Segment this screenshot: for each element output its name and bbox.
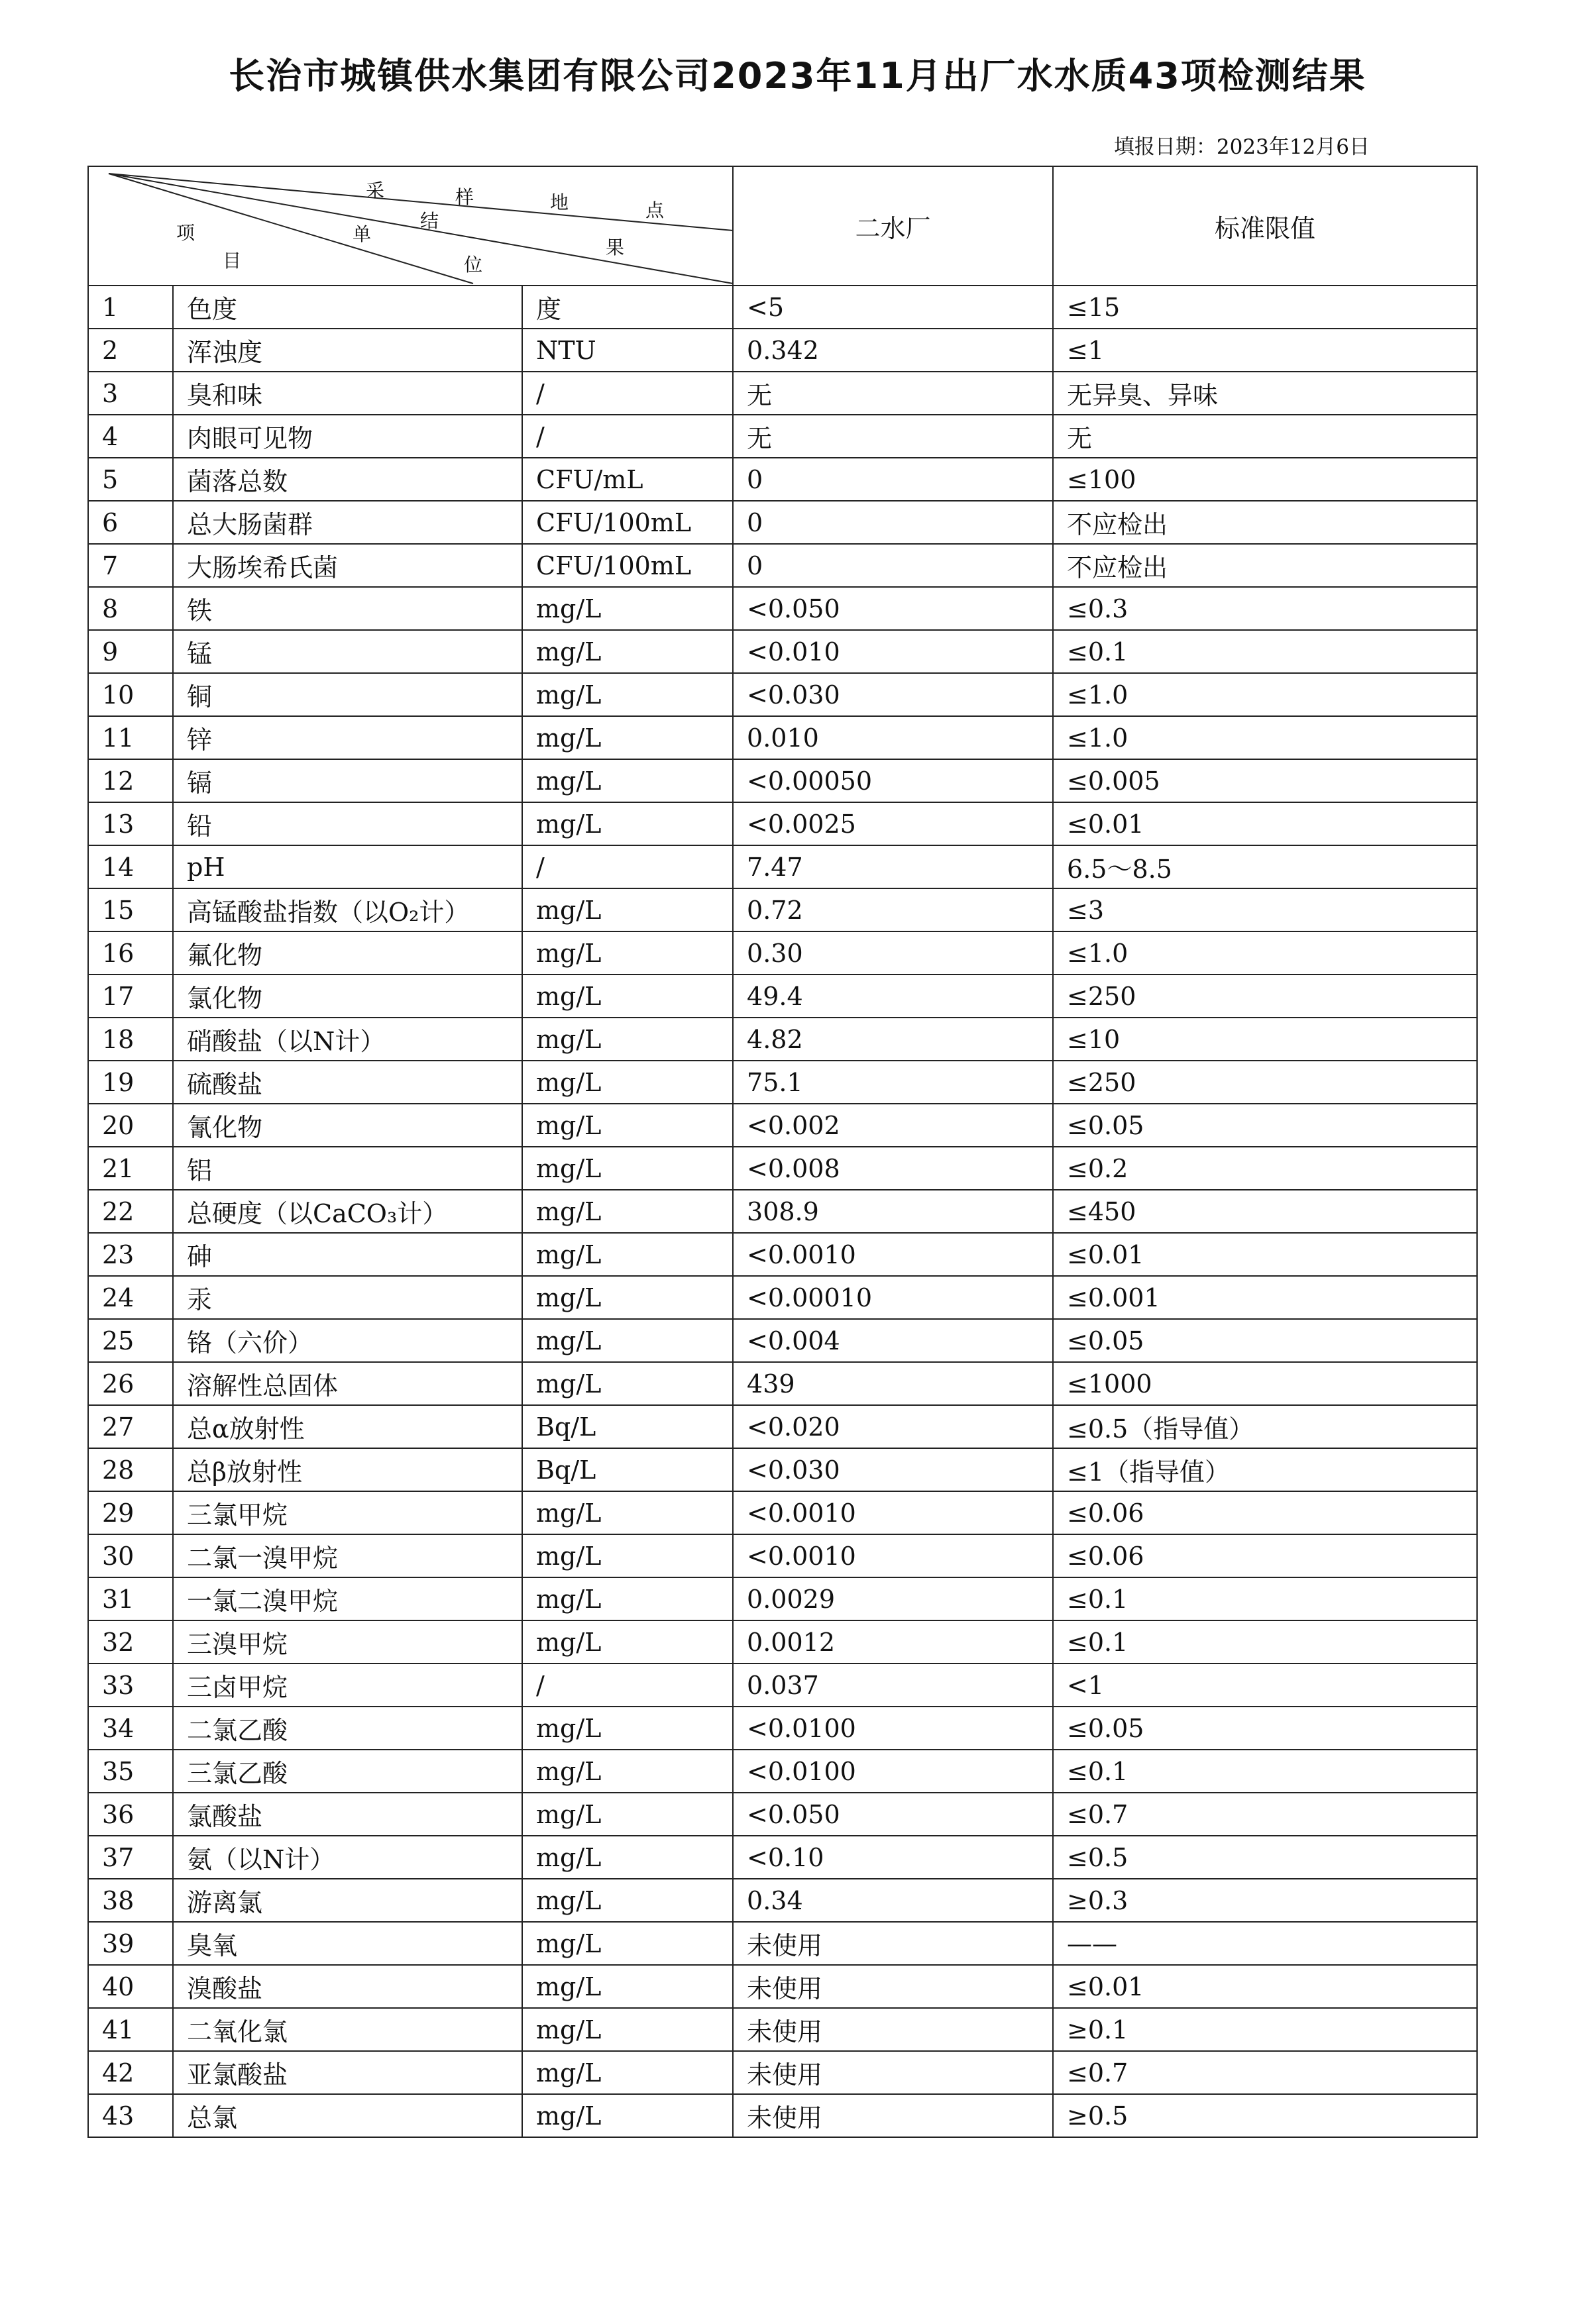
row-measured-value: 未使用 [733,2051,1053,2094]
row-number: 31 [88,1577,173,1620]
table-row [88,1965,1477,2008]
row-measured-value: 4.82 [733,1018,1053,1061]
row-standard-limit: ≤0.1 [1053,1750,1477,1793]
row-item-name: 三卤甲烷 [173,1664,522,1707]
row-unit: mg/L [522,802,733,845]
table-row [88,458,1477,501]
row-measured-value: 0 [733,501,1053,544]
table-row [88,1018,1477,1061]
row-unit: mg/L [522,1879,733,1922]
row-number: 25 [88,1319,173,1362]
table-row [88,1577,1477,1620]
row-unit: mg/L [522,1707,733,1750]
diag-word: 位 [464,254,483,276]
row-standard-limit: ≤100 [1053,458,1477,501]
row-standard-limit: ≤0.7 [1053,2051,1477,2094]
row-measured-value: 0.010 [733,716,1053,759]
row-standard-limit: ≤0.05 [1053,1707,1477,1750]
row-measured-value: 无 [733,415,1053,458]
row-item-name: 总大肠菌群 [173,501,522,544]
row-item-name: 铬（六价） [173,1319,522,1362]
row-item-name: 氯化物 [173,975,522,1018]
table-row [88,931,1477,975]
row-unit: / [522,415,733,458]
table-row [88,1233,1477,1276]
row-standard-limit: 不应检出 [1053,544,1477,587]
row-number: 15 [88,888,173,931]
row-unit: mg/L [522,1104,733,1147]
row-item-name: 锰 [173,630,522,673]
diag-word: 采 [366,180,385,201]
diag-word: 果 [606,237,625,258]
row-item-name: 溶解性总固体 [173,1362,522,1405]
row-measured-value: 0.72 [733,888,1053,931]
table-row [88,501,1477,544]
diag-word: 样 [455,186,474,208]
row-item-name: 大肠埃希氏菌 [173,544,522,587]
row-measured-value: <0.0025 [733,802,1053,845]
row-item-name: 一氯二溴甲烷 [173,1577,522,1620]
row-unit: mg/L [522,2094,733,2137]
row-standard-limit: ≤0.1 [1053,1577,1477,1620]
row-standard-limit: ≤10 [1053,1018,1477,1061]
row-measured-value: 75.1 [733,1061,1053,1104]
row-measured-value: 未使用 [733,1922,1053,1965]
row-measured-value: 7.47 [733,845,1053,888]
table-row [88,1491,1477,1534]
row-standard-limit: ≤0.01 [1053,802,1477,845]
diag-word: 目 [223,250,242,272]
row-number: 20 [88,1104,173,1147]
row-measured-value: 49.4 [733,975,1053,1018]
table-row [88,1448,1477,1491]
table-row [88,1319,1477,1362]
row-item-name: 硝酸盐（以N计） [173,1018,522,1061]
row-standard-limit: 6.5～8.5 [1053,845,1477,888]
row-number: 30 [88,1534,173,1577]
row-number: 13 [88,802,173,845]
row-measured-value: 无 [733,372,1053,415]
row-item-name: 色度 [173,286,522,329]
row-standard-limit: ≤1000 [1053,1362,1477,1405]
row-unit: mg/L [522,1620,733,1664]
row-unit: mg/L [522,673,733,716]
row-standard-limit: ≥0.1 [1053,2008,1477,2051]
row-item-name: 肉眼可见物 [173,415,522,458]
table-row [88,1922,1477,1965]
row-standard-limit: ≤0.5（指导值） [1053,1405,1477,1448]
table-row [88,673,1477,716]
row-unit: mg/L [522,1793,733,1836]
row-item-name: 二氧化氯 [173,2008,522,2051]
results-table [87,166,1478,2138]
row-standard-limit: ≤0.1 [1053,630,1477,673]
row-item-name: 臭和味 [173,372,522,415]
row-unit: mg/L [522,1190,733,1233]
row-standard-limit: ≤1（指导值） [1053,1448,1477,1491]
row-standard-limit: ≤0.06 [1053,1491,1477,1534]
row-number: 24 [88,1276,173,1319]
row-measured-value: <0.0100 [733,1707,1053,1750]
row-number: 22 [88,1190,173,1233]
row-number: 23 [88,1233,173,1276]
row-measured-value: 308.9 [733,1190,1053,1233]
table-row [88,2051,1477,2094]
row-measured-value: <0.030 [733,673,1053,716]
row-item-name: 砷 [173,1233,522,1276]
row-unit: mg/L [522,1147,733,1190]
row-number: 27 [88,1405,173,1448]
row-standard-limit: ≥0.5 [1053,2094,1477,2137]
row-number: 16 [88,931,173,975]
table-row [88,1793,1477,1836]
table-row [88,1276,1477,1319]
diag-word: 地 [550,191,569,213]
row-standard-limit: ≤0.3 [1053,587,1477,630]
row-item-name: 高锰酸盐指数（以O₂计） [173,888,522,931]
table-row [88,1061,1477,1104]
table-row [88,630,1477,673]
table-row [88,372,1477,415]
row-number: 41 [88,2008,173,2051]
row-item-name: 氰化物 [173,1104,522,1147]
row-unit: mg/L [522,931,733,975]
table-row [88,845,1477,888]
row-measured-value: <0.004 [733,1319,1053,1362]
row-number: 35 [88,1750,173,1793]
row-number: 14 [88,845,173,888]
row-number: 17 [88,975,173,1018]
row-unit: mg/L [522,1965,733,2008]
table-row [88,1836,1477,1879]
row-unit: mg/L [522,1319,733,1362]
row-unit: mg/L [522,587,733,630]
row-item-name: 锌 [173,716,522,759]
row-measured-value: <0.0010 [733,1233,1053,1276]
row-item-name: 二氯一溴甲烷 [173,1534,522,1577]
row-item-name: 总α放射性 [173,1405,522,1448]
row-unit: mg/L [522,716,733,759]
table-row [88,1190,1477,1233]
row-number: 11 [88,716,173,759]
row-item-name: 二氯乙酸 [173,1707,522,1750]
row-measured-value: 0.30 [733,931,1053,975]
row-unit: mg/L [522,1922,733,1965]
row-standard-limit: ≤450 [1053,1190,1477,1233]
row-standard-limit: ≤0.7 [1053,1793,1477,1836]
row-measured-value: 未使用 [733,1965,1053,2008]
row-unit: mg/L [522,2008,733,2051]
row-number: 32 [88,1620,173,1664]
row-standard-limit: ≤0.01 [1053,1233,1477,1276]
table-row [88,1534,1477,1577]
row-item-name: 总β放射性 [173,1448,522,1491]
row-measured-value: <0.0010 [733,1491,1053,1534]
row-number: 37 [88,1836,173,1879]
row-measured-value: <0.002 [733,1104,1053,1147]
row-measured-value: 0 [733,544,1053,587]
table-row [88,2094,1477,2137]
row-standard-limit: 无 [1053,415,1477,458]
row-number: 19 [88,1061,173,1104]
row-item-name: 铅 [173,802,522,845]
row-item-name: 游离氯 [173,1879,522,1922]
row-measured-value: <0.00050 [733,759,1053,802]
row-number: 9 [88,630,173,673]
row-unit: mg/L [522,1836,733,1879]
row-unit: mg/L [522,1276,733,1319]
row-number: 26 [88,1362,173,1405]
row-measured-value: <5 [733,286,1053,329]
table-row [88,975,1477,1018]
row-item-name: 三氯乙酸 [173,1750,522,1793]
row-number: 2 [88,329,173,372]
row-standard-limit: ≥0.3 [1053,1879,1477,1922]
table-row [88,1664,1477,1707]
table-row [88,544,1477,587]
page-title: 长治市城镇供水集团有限公司2023年11月出厂水水质43项检测结果 [229,55,1366,97]
row-number: 3 [88,372,173,415]
table-row [88,1104,1477,1147]
row-standard-limit: ≤0.05 [1053,1319,1477,1362]
row-measured-value: 0.037 [733,1664,1053,1707]
row-unit: mg/L [522,1491,733,1534]
row-unit: mg/L [522,975,733,1018]
row-unit: mg/L [522,1534,733,1577]
row-unit: mg/L [522,1362,733,1405]
row-number: 8 [88,587,173,630]
row-unit: mg/L [522,630,733,673]
diag-word: 单 [353,223,372,245]
row-item-name: 亚氯酸盐 [173,2051,522,2094]
diagonal-header-cell [88,166,733,286]
table-row [88,286,1477,329]
row-measured-value: <0.050 [733,587,1053,630]
row-item-name: 总硬度（以CaCO₃计） [173,1190,522,1233]
row-measured-value: 439 [733,1362,1053,1405]
row-standard-limit: ≤0.1 [1053,1620,1477,1664]
row-unit: mg/L [522,888,733,931]
row-unit: mg/L [522,759,733,802]
row-unit: mg/L [522,1750,733,1793]
row-item-name: 氨（以N计） [173,1836,522,1879]
row-unit: CFU/mL [522,458,733,501]
row-standard-limit: ≤0.005 [1053,759,1477,802]
table-row [88,1362,1477,1405]
row-number: 42 [88,2051,173,2094]
row-item-name: 汞 [173,1276,522,1319]
row-unit: CFU/100mL [522,544,733,587]
row-unit: Bq/L [522,1405,733,1448]
row-standard-limit: ≤1 [1053,329,1477,372]
row-item-name: 铁 [173,587,522,630]
table-row [88,415,1477,458]
diag-word: 结 [420,210,439,232]
row-item-name: pH [173,845,522,888]
table-row [88,2008,1477,2051]
table-header-row [88,166,1477,286]
row-unit: mg/L [522,2051,733,2094]
row-standard-limit: ≤0.06 [1053,1534,1477,1577]
table-row [88,802,1477,845]
row-unit: / [522,372,733,415]
row-item-name: 镉 [173,759,522,802]
row-item-name: 菌落总数 [173,458,522,501]
row-number: 1 [88,286,173,329]
row-number: 18 [88,1018,173,1061]
row-number: 34 [88,1707,173,1750]
row-measured-value: <0.010 [733,630,1053,673]
row-measured-value: <0.10 [733,1836,1053,1879]
diag-word: 项 [176,222,195,244]
row-measured-value: 0 [733,458,1053,501]
row-number: 28 [88,1448,173,1491]
row-standard-limit: 不应检出 [1053,501,1477,544]
row-standard-limit: ≤0.001 [1053,1276,1477,1319]
row-measured-value: <0.00010 [733,1276,1053,1319]
row-standard-limit: ≤1.0 [1053,716,1477,759]
row-measured-value: <0.020 [733,1405,1053,1448]
row-number: 5 [88,458,173,501]
row-standard-limit: ≤0.5 [1053,1836,1477,1879]
row-number: 21 [88,1147,173,1190]
row-number: 36 [88,1793,173,1836]
row-measured-value: 0.0012 [733,1620,1053,1664]
row-item-name: 铝 [173,1147,522,1190]
column-header-plant: 二水厂 [733,166,1053,286]
row-unit: mg/L [522,1061,733,1104]
row-item-name: 三氯甲烷 [173,1491,522,1534]
row-unit: mg/L [522,1018,733,1061]
row-number: 38 [88,1879,173,1922]
table-row [88,1620,1477,1664]
row-standard-limit: ≤1.0 [1053,673,1477,716]
row-standard-limit: ≤0.01 [1053,1965,1477,2008]
row-standard-limit: ≤0.05 [1053,1104,1477,1147]
row-unit: 度 [522,286,733,329]
row-item-name: 总氯 [173,2094,522,2137]
row-standard-limit: —— [1053,1922,1477,1965]
row-item-name: 铜 [173,673,522,716]
table-row [88,1405,1477,1448]
row-standard-limit: ≤15 [1053,286,1477,329]
row-measured-value: <0.0100 [733,1750,1053,1793]
column-header-standard: 标准限值 [1053,166,1477,286]
row-unit: Bq/L [522,1448,733,1491]
row-number: 33 [88,1664,173,1707]
row-measured-value: <0.0010 [733,1534,1053,1577]
row-item-name: 溴酸盐 [173,1965,522,2008]
row-measured-value: 0.34 [733,1879,1053,1922]
row-measured-value: 0.0029 [733,1577,1053,1620]
row-unit: CFU/100mL [522,501,733,544]
row-number: 10 [88,673,173,716]
table-row [88,1750,1477,1793]
table-row [88,587,1477,630]
row-unit: mg/L [522,1233,733,1276]
row-number: 6 [88,501,173,544]
row-standard-limit: ≤0.2 [1053,1147,1477,1190]
table-row [88,1879,1477,1922]
table-row [88,759,1477,802]
fill-date: 填报日期：2023年12月6日 [1113,135,1370,159]
row-standard-limit: <1 [1053,1664,1477,1707]
row-item-name: 硫酸盐 [173,1061,522,1104]
table-row [88,888,1477,931]
row-measured-value: <0.030 [733,1448,1053,1491]
diag-word: 点 [645,199,665,221]
row-item-name: 氯酸盐 [173,1793,522,1836]
table-row [88,1147,1477,1190]
row-standard-limit: ≤1.0 [1053,931,1477,975]
row-unit: NTU [522,329,733,372]
row-number: 43 [88,2094,173,2137]
row-standard-limit: ≤250 [1053,1061,1477,1104]
row-number: 7 [88,544,173,587]
row-unit: mg/L [522,1577,733,1620]
table-row [88,1707,1477,1750]
row-standard-limit: 无异臭、异味 [1053,372,1477,415]
row-number: 29 [88,1491,173,1534]
row-item-name: 浑浊度 [173,329,522,372]
row-item-name: 氟化物 [173,931,522,975]
row-item-name: 三溴甲烷 [173,1620,522,1664]
row-unit: / [522,1664,733,1707]
row-unit: / [522,845,733,888]
table-row [88,329,1477,372]
row-number: 40 [88,1965,173,2008]
row-number: 39 [88,1922,173,1965]
row-standard-limit: ≤3 [1053,888,1477,931]
row-number: 4 [88,415,173,458]
row-measured-value: 0.342 [733,329,1053,372]
table-row [88,716,1477,759]
row-measured-value: <0.050 [733,1793,1053,1836]
row-item-name: 臭氧 [173,1922,522,1965]
row-number: 12 [88,759,173,802]
row-measured-value: 未使用 [733,2094,1053,2137]
row-measured-value: 未使用 [733,2008,1053,2051]
row-standard-limit: ≤250 [1053,975,1477,1018]
row-measured-value: <0.008 [733,1147,1053,1190]
